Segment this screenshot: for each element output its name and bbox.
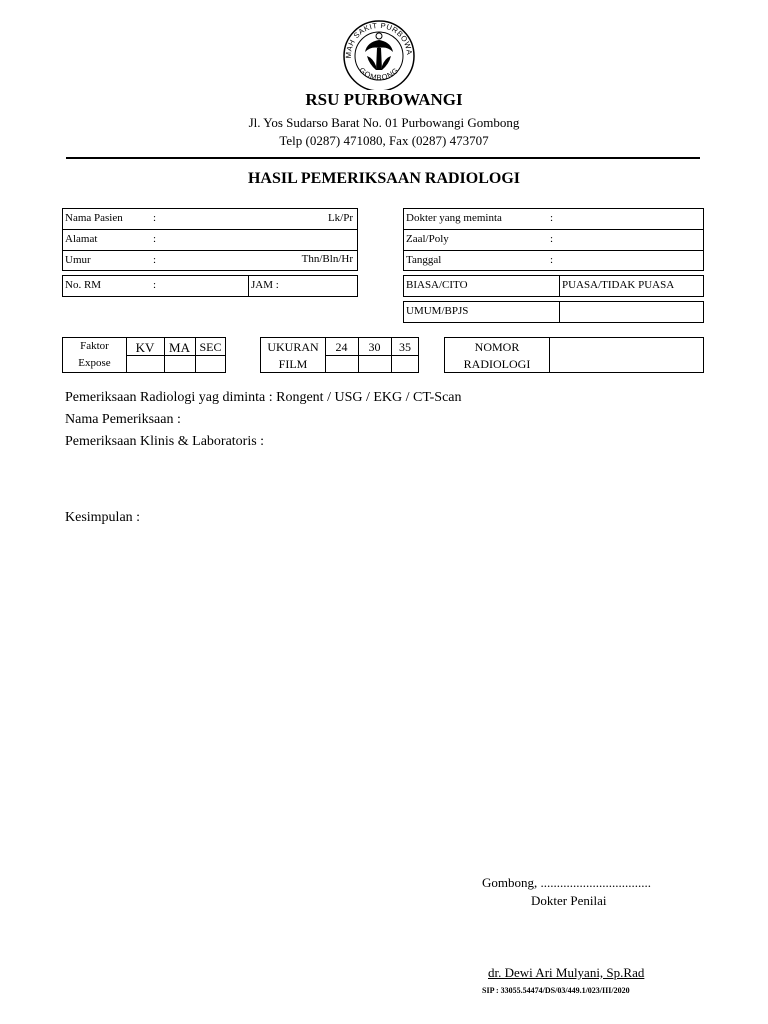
nomor-label: NOMOR xyxy=(474,340,520,354)
payment-box xyxy=(403,301,704,323)
biasa-cito-option[interactable]: BIASA/CITO xyxy=(406,279,468,291)
nama-pemeriksaan-line: Nama Pemeriksaan : xyxy=(65,412,181,427)
header-divider xyxy=(66,157,700,159)
klinis-line: Pemeriksaan Klinis & Laboratoris : xyxy=(65,434,265,449)
hospital-address: Jl. Yos Sudarso Barat No. 01 Purbowangi Gombong xyxy=(248,115,520,130)
rm-label: No. RM xyxy=(65,279,102,291)
tanggal-colon: : xyxy=(550,254,554,266)
signature-role: Dokter Penilai xyxy=(531,893,607,908)
ukuran-label: UKURAN xyxy=(267,340,319,354)
patient-info-box xyxy=(62,208,358,271)
umum-bpjs-option[interactable]: UMUM/BPJS xyxy=(406,305,469,317)
puasa-option[interactable]: PUASA/TIDAK PUASA xyxy=(562,279,675,291)
rm-box xyxy=(62,275,358,297)
nama-pasien-label: Nama Pasien xyxy=(65,212,123,224)
document-title: HASIL PEMERIKSAAN RADIOLOGI xyxy=(247,170,521,187)
faktor-expose-box xyxy=(62,337,226,373)
hospital-logo xyxy=(339,18,419,90)
doctor-sip: SIP : 33055.54474/DS/03/449.1/023/III/2020 xyxy=(482,986,630,995)
umur-colon: : xyxy=(153,254,157,266)
age-unit-field[interactable]: Thn/Bln/Hr xyxy=(301,253,353,265)
nomor-radiologi-box xyxy=(444,337,704,373)
dokter-label: Dokter yang meminta xyxy=(406,212,502,224)
signature-place: Gombong, .................................. xyxy=(482,875,651,890)
logo-ring-bottom-text: GOMBONG xyxy=(357,65,401,83)
request-line: Pemeriksaan Radiologi yag diminta : Rongent / USG / EKG / CT-Scan xyxy=(65,390,462,405)
umur-label: Umur xyxy=(65,254,91,266)
size-35[interactable]: 35 xyxy=(399,340,411,354)
gender-field[interactable]: Lk/Pr xyxy=(327,212,353,224)
radiologi-label: RADIOLOGI xyxy=(463,357,531,371)
ukuran-film-box xyxy=(260,337,419,373)
hospital-name: RSU PURBOWANGI xyxy=(305,90,463,109)
ma-label: MA xyxy=(169,340,190,355)
alamat-colon: : xyxy=(153,233,157,245)
tanggal-label: Tanggal xyxy=(406,254,442,266)
nama-pasien-colon: : xyxy=(153,212,157,224)
alamat-label: Alamat xyxy=(65,233,98,245)
hospital-contact: Telp (0287) 471080, Fax (0287) 473707 xyxy=(279,133,489,148)
doctor-info-box xyxy=(403,208,704,271)
sec-label: SEC xyxy=(199,340,222,354)
kv-label: KV xyxy=(135,340,155,355)
doctor-name: dr. Dewi Ari Mulyani, Sp.Rad xyxy=(488,965,645,980)
logo-ring-top-text: MAH SAKIT PURBOWA xyxy=(343,20,415,59)
kesimpulan-line: Kesimpulan : xyxy=(65,510,141,525)
priority-box xyxy=(403,275,704,297)
size-24[interactable]: 24 xyxy=(335,340,348,354)
rm-colon: : xyxy=(153,279,157,291)
size-30[interactable]: 30 xyxy=(368,340,381,354)
hospital-seal-icon xyxy=(339,18,419,90)
jam-label: JAM : xyxy=(251,279,279,291)
film-label: FILM xyxy=(278,357,308,371)
dokter-colon: : xyxy=(550,212,554,224)
zaal-colon: : xyxy=(550,233,554,245)
zaal-label: Zaal/Poly xyxy=(406,233,449,245)
faktor-label: Faktor xyxy=(80,340,109,352)
expose-label: Expose xyxy=(78,357,111,369)
